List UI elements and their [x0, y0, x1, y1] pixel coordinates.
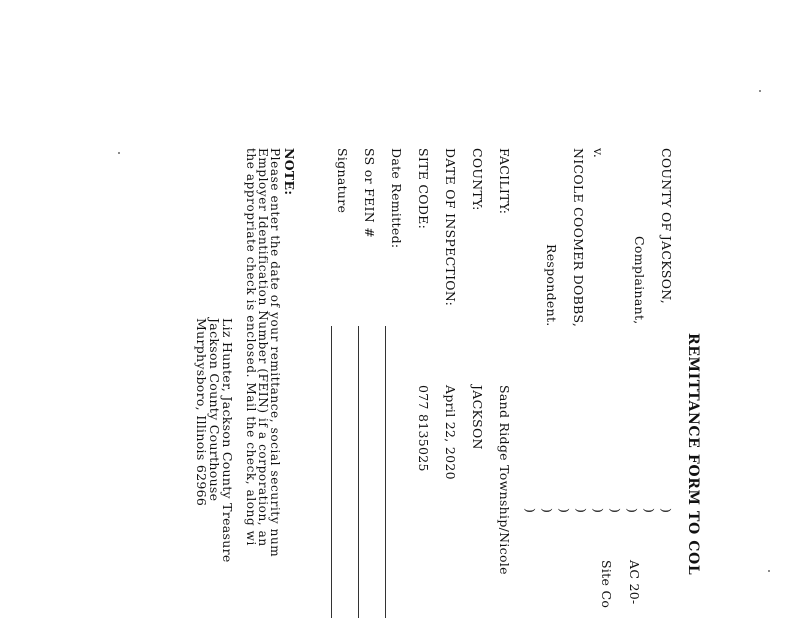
facility-label: FACILITY:: [497, 148, 512, 215]
bracket: ): [591, 508, 606, 514]
bracket: ): [659, 508, 674, 514]
signature-label: Signature: [335, 148, 350, 214]
ss-fein-label: SS or FEIN #: [362, 148, 377, 239]
address-line-2: Jackson County Courthouse: [207, 318, 222, 502]
note-line-2: Employer Identification Number (FEIN) if a corporation, an: [256, 148, 270, 547]
scan-speck: [759, 90, 761, 92]
bracket: ): [608, 508, 623, 514]
facility-value: Sand Ridge Township/Nicole: [497, 385, 512, 575]
note-line-1: Please enter the date of your remittance, social security num: [268, 148, 282, 558]
note-line-3: the appropriate check is enclosed. Mail the check, along wi: [244, 148, 258, 546]
caption-respondent-name: NICOLE COOMER DOBBS,: [571, 148, 586, 328]
note-heading: NOTE:: [282, 148, 297, 196]
bracket: ): [574, 508, 589, 514]
date-remitted-label: Date Remitted:: [389, 148, 404, 249]
caption-versus: v.: [591, 148, 606, 159]
scan-speck: [768, 570, 770, 572]
date-of-inspection-value: April 22, 2020: [443, 385, 458, 480]
bracket: ): [642, 508, 657, 514]
county-label: COUNTY:: [470, 148, 485, 211]
case-number: AC 20-: [627, 560, 642, 605]
signature-line: [331, 326, 332, 618]
county-value: JACKSON: [470, 385, 485, 450]
address-line-3: Murphysboro, Illinois 62966: [194, 318, 209, 507]
date-of-inspection-label: DATE OF INSPECTION:: [443, 148, 458, 307]
site-code-header: Site Co: [599, 560, 614, 609]
address-line-1: Liz Hunter, Jackson County Treasure: [220, 318, 235, 563]
date-remitted-line: [385, 326, 386, 618]
form-title: REMITTANCE FORM TO COL: [685, 333, 701, 576]
ss-fein-line: [358, 326, 359, 618]
caption-respondent: Respondent.: [544, 244, 559, 327]
caption-complainant: Complainant,: [632, 236, 647, 325]
scan-speck: [118, 152, 120, 154]
bracket: ): [540, 508, 555, 514]
bracket: ): [557, 508, 572, 514]
site-code-value: 077 8135025: [416, 385, 431, 472]
caption-county: COUNTY OF JACKSON,: [659, 148, 674, 305]
bracket: ): [523, 508, 538, 514]
site-code-label: SITE CODE:: [416, 148, 431, 230]
bracket: ): [625, 508, 640, 514]
